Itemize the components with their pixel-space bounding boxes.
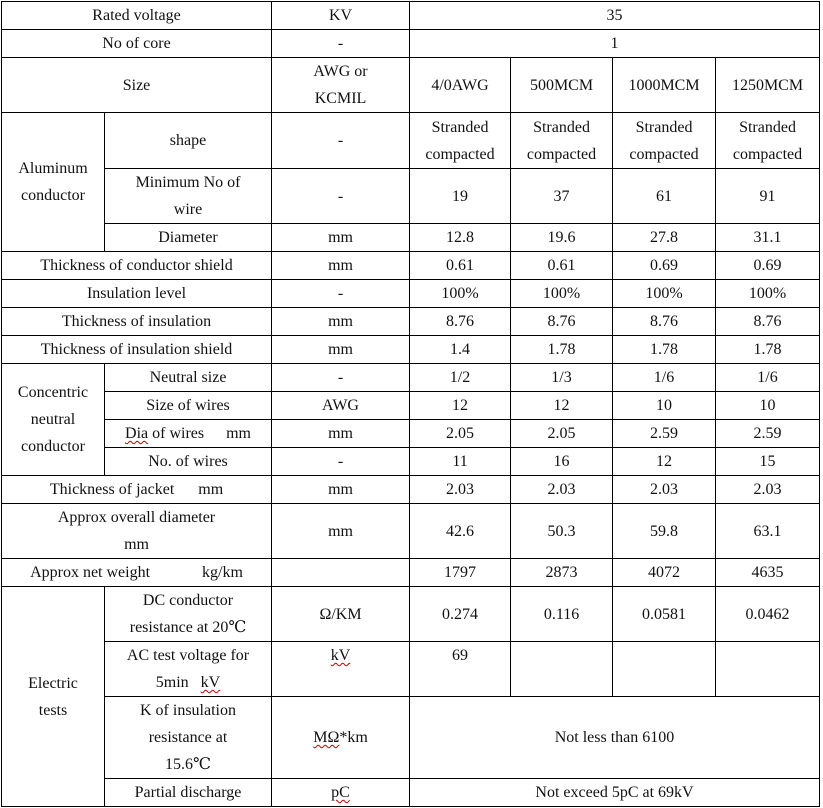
insulation-thickness-value: 8.76 [410, 308, 511, 336]
no-of-wires-value: 15 [716, 448, 820, 476]
jacket-unit: mm [272, 476, 410, 504]
row-overall-diameter [2, 504, 820, 559]
shape-unit: - [272, 113, 410, 169]
no-of-core-label: No of core [2, 30, 272, 58]
ac-test-line2-b: kV [200, 674, 221, 691]
insulation-shield-value: 1.78 [716, 336, 820, 364]
dc-resistance-value: 0.274 [410, 587, 511, 642]
k-insulation-line3: 15.6℃ [165, 756, 211, 773]
insulation-shield-unit: mm [272, 336, 410, 364]
size-value: 500MCM [511, 58, 613, 113]
diameter-value: 12.8 [410, 224, 511, 252]
diameter-value: 19.6 [511, 224, 613, 252]
insulation-thickness-label: Thickness of insulation [2, 308, 272, 336]
ac-test-line2-a: 5min [155, 674, 189, 691]
jacket-value: 2.03 [410, 476, 511, 504]
row-ac-test [2, 642, 820, 697]
row-net-weight [2, 559, 820, 587]
insulation-shield-value: 1.4 [410, 336, 511, 364]
dia-of-wires-label [105, 420, 272, 448]
row-conductor-shield [2, 252, 820, 280]
row-diameter [2, 224, 820, 252]
jacket-value: 2.03 [511, 476, 613, 504]
neutral-size-unit: - [272, 364, 410, 392]
concentric-neutral-line1: Concentric [17, 384, 89, 401]
jacket-value: 2.03 [613, 476, 716, 504]
diameter-value: 31.1 [716, 224, 820, 252]
overall-diameter-value: 42.6 [410, 504, 511, 559]
min-wires-value: 19 [410, 169, 511, 224]
cable-spec-table [1, 1, 820, 807]
size-of-wires-value: 10 [716, 392, 820, 420]
shape-value-line1: Stranded [431, 118, 489, 136]
partial-discharge-unit-text: pC [331, 784, 350, 801]
partial-discharge-label: Partial discharge [105, 779, 272, 807]
net-weight-label-unit: kg/km [202, 564, 243, 581]
size-unit [272, 58, 410, 113]
min-wires-unit: - [272, 169, 410, 224]
size-of-wires-label: Size of wires [105, 392, 272, 420]
dc-resistance-value: 0.0581 [613, 587, 716, 642]
neutral-size-value: 1/6 [716, 364, 820, 392]
conductor-shield-value: 0.61 [511, 252, 613, 280]
dc-resistance-line2: resistance at 20℃ [129, 619, 247, 636]
diameter-value: 27.8 [613, 224, 716, 252]
min-wires-value: 61 [613, 169, 716, 224]
insulation-level-value: 100% [511, 280, 613, 308]
dc-resistance-label [105, 587, 272, 642]
k-insulation-unit-b: *km [339, 729, 368, 746]
neutral-size-label: Neutral size [105, 364, 272, 392]
ac-test-value [613, 642, 716, 697]
insulation-level-value: 100% [716, 280, 820, 308]
insulation-shield-value: 1.78 [613, 336, 716, 364]
electric-tests-label [2, 587, 105, 807]
insulation-thickness-value: 8.76 [716, 308, 820, 336]
min-wires-value: 91 [716, 169, 820, 224]
k-insulation-value: Not less than 6100 [410, 697, 820, 779]
insulation-shield-label: Thickness of insulation shield [2, 336, 272, 364]
shape-value-line1: Stranded [739, 118, 796, 136]
partial-discharge-value: Not exceed 5pC at 69kV [410, 779, 820, 807]
ac-test-value [716, 642, 820, 697]
no-of-core-unit: - [272, 30, 410, 58]
min-wires-label [105, 169, 272, 224]
ac-test-label [105, 642, 272, 697]
size-of-wires-value: 12 [511, 392, 613, 420]
conductor-shield-value: 0.69 [613, 252, 716, 280]
insulation-shield-value: 1.78 [511, 336, 613, 364]
dc-resistance-line1: DC conductor [142, 592, 234, 609]
dc-resistance-value: 0.116 [511, 587, 613, 642]
shape-label: shape [105, 113, 272, 169]
insulation-thickness-unit: mm [272, 308, 410, 336]
overall-diameter-line2: mm [124, 536, 149, 553]
row-dc-resistance [2, 587, 820, 642]
row-shape [2, 113, 820, 169]
concentric-neutral-line2: neutral [30, 411, 76, 428]
row-neutral-size [2, 364, 820, 392]
no-of-wires-value: 12 [613, 448, 716, 476]
electric-tests-line1: Electric [28, 674, 78, 692]
no-of-wires-label: No. of wires [105, 448, 272, 476]
no-of-wires-unit: - [272, 448, 410, 476]
row-rated-voltage [2, 2, 820, 30]
row-k-insulation [2, 697, 820, 779]
size-value: 1250MCM [716, 58, 820, 113]
jacket-label-text: Thickness of jacket [49, 481, 175, 498]
neutral-size-value: 1/3 [511, 364, 613, 392]
min-wires-value: 37 [511, 169, 613, 224]
overall-diameter-label [2, 504, 272, 559]
shape-value [716, 113, 820, 169]
k-insulation-unit [272, 697, 410, 779]
ac-test-line1: AC test voltage for [126, 647, 250, 664]
insulation-level-value: 100% [410, 280, 511, 308]
net-weight-value: 1797 [410, 559, 511, 587]
overall-diameter-unit: mm [272, 504, 410, 559]
row-size-of-wires [2, 392, 820, 420]
diameter-unit: mm [272, 224, 410, 252]
shape-value-line1: Stranded [533, 118, 590, 136]
size-value: 1000MCM [613, 58, 716, 113]
net-weight-label-text: Approx net weight [30, 564, 151, 581]
row-insulation-level [2, 280, 820, 308]
dia-of-wires-value: 2.59 [716, 420, 820, 448]
overall-diameter-value: 59.8 [613, 504, 716, 559]
size-of-wires-value: 12 [410, 392, 511, 420]
k-insulation-line1: K of insulation [140, 702, 236, 719]
overall-diameter-line1: Approx overall diameter [57, 509, 216, 526]
row-partial-discharge [2, 779, 820, 807]
dia-of-wires-label-b: of wires [148, 425, 205, 442]
overall-diameter-value: 50.3 [511, 504, 613, 559]
aluminum-conductor-line1: Aluminum [18, 160, 88, 177]
dia-of-wires-value: 2.59 [613, 420, 716, 448]
row-insulation-thickness [2, 308, 820, 336]
overall-diameter-value: 63.1 [716, 504, 820, 559]
dc-resistance-unit: Ω/KM [272, 587, 410, 642]
ac-test-value [511, 642, 613, 697]
conductor-shield-unit: mm [272, 252, 410, 280]
insulation-level-unit: - [272, 280, 410, 308]
size-value: 4/0AWG [410, 58, 511, 113]
dia-of-wires-unit: mm [272, 420, 410, 448]
concentric-neutral-label [2, 364, 105, 476]
conductor-shield-label: Thickness of conductor shield [2, 252, 272, 280]
ac-test-unit [272, 642, 410, 697]
jacket-value: 2.03 [716, 476, 820, 504]
dc-resistance-value: 0.0462 [716, 587, 820, 642]
min-wires-label-line1: Minimum No of [135, 174, 241, 191]
shape-value [613, 113, 716, 169]
rated-voltage-unit: KV [272, 2, 410, 30]
size-of-wires-unit: AWG [272, 392, 410, 420]
row-no-of-wires [2, 448, 820, 476]
dia-of-wires-value: 2.05 [410, 420, 511, 448]
diameter-label: Diameter [105, 224, 272, 252]
ac-test-unit-text: kV [330, 647, 351, 664]
row-jacket [2, 476, 820, 504]
min-wires-label-line2: wire [173, 201, 203, 218]
net-weight-value: 2873 [511, 559, 613, 587]
conductor-shield-value: 0.61 [410, 252, 511, 280]
aluminum-conductor-label [2, 113, 105, 252]
net-weight-value: 4635 [716, 559, 820, 587]
size-of-wires-value: 10 [613, 392, 716, 420]
row-dia-of-wires [2, 420, 820, 448]
row-insulation-shield [2, 336, 820, 364]
shape-value-line1: Stranded [635, 118, 693, 136]
dia-of-wires-label-unit: mm [226, 425, 251, 442]
conductor-shield-value: 0.69 [716, 252, 820, 280]
rated-voltage-value: 35 [410, 2, 820, 30]
rated-voltage-label: Rated voltage [2, 2, 272, 30]
size-unit-line1: AWG or [313, 63, 368, 80]
electric-tests-line2: tests [38, 701, 68, 719]
size-label: Size [2, 58, 272, 113]
jacket-label-unit: mm [198, 481, 224, 498]
row-min-wires [2, 169, 820, 224]
k-insulation-label [105, 697, 272, 779]
no-of-core-value: 1 [410, 30, 820, 58]
insulation-thickness-value: 8.76 [613, 308, 716, 336]
shape-value-line2: compacted [629, 145, 699, 163]
neutral-size-value: 1/6 [613, 364, 716, 392]
shape-value [410, 113, 511, 169]
k-insulation-unit-a: MΩ [313, 729, 340, 746]
ac-test-value: 69 [410, 642, 511, 697]
aluminum-conductor-line2: conductor [21, 187, 85, 204]
neutral-size-value: 1/2 [410, 364, 511, 392]
insulation-thickness-value: 8.76 [511, 308, 613, 336]
ac-test-line2 [108, 669, 268, 696]
jacket-label [2, 476, 272, 504]
shape-value-line2: compacted [526, 145, 597, 163]
net-weight-label [2, 559, 272, 587]
row-size [2, 58, 820, 113]
net-weight-unit [272, 559, 410, 587]
no-of-wires-value: 16 [511, 448, 613, 476]
size-unit-line2: KCMIL [314, 90, 367, 107]
partial-discharge-unit [272, 779, 410, 807]
shape-value [511, 113, 613, 169]
shape-value-line2: compacted [425, 145, 495, 163]
no-of-wires-value: 11 [410, 448, 511, 476]
insulation-level-label: Insulation level [2, 280, 272, 308]
k-insulation-line2: resistance at [148, 729, 228, 746]
dia-of-wires-value: 2.05 [511, 420, 613, 448]
net-weight-value: 4072 [613, 559, 716, 587]
dia-of-wires-label-a: Dia [125, 425, 149, 442]
row-no-of-core [2, 30, 820, 58]
insulation-level-value: 100% [613, 280, 716, 308]
concentric-neutral-line3: conductor [21, 438, 85, 455]
shape-value-line2: compacted [732, 145, 803, 163]
